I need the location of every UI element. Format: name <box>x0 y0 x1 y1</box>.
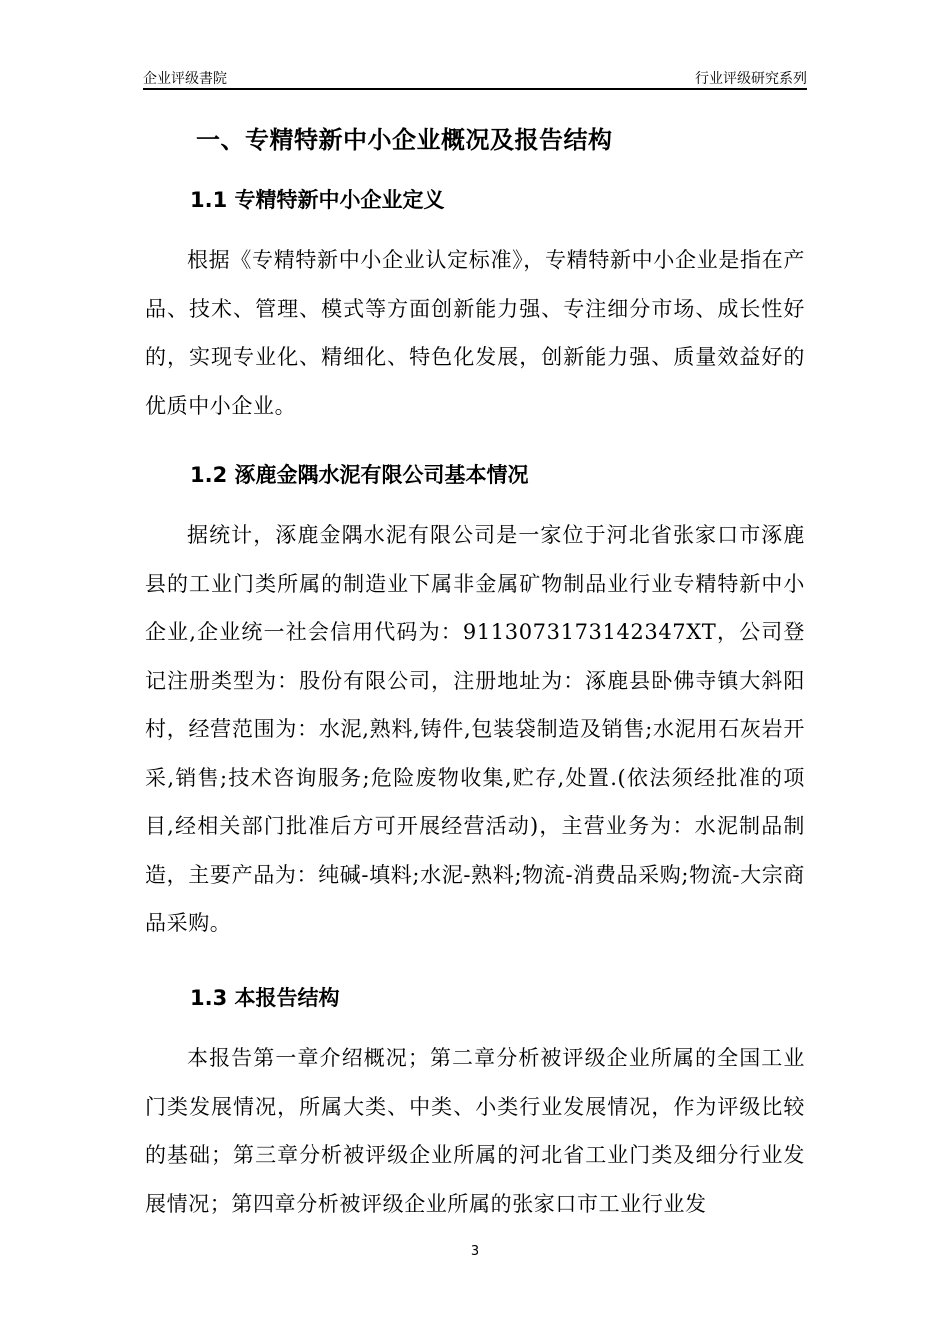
header-left-label: 企业评级書院 <box>143 71 227 87</box>
section-title-1-3: 1.3 本报告结构 <box>190 986 340 1010</box>
section-paragraph-1-3: 本报告第一章介绍概况；第二章分析被评级企业所属的全国工业门类发展情况，所属大类、中类、小类行业发展情况，作为评级比较的基础；第三章分析被评级企业所属的河北省工业门类及细分行业发展情况；第四章分析被评级企业所属的张家口市工业行业发 <box>145 1046 805 1216</box>
section-paragraph-1-1: 根据《专精特新中小企业认定标准》，专精特新中小企业是指在产品、技术、管理、模式等方面创新能力强、专注细分市场、成长性好的，实现专业化、精细化、特色化发展，创新能力强、质量效益好的优质中小企业。 <box>145 248 805 418</box>
header-right-label: 行业评级研究系列 <box>695 71 807 87</box>
section-title-1-2: 1.2 涿鹿金隅水泥有限公司基本情况 <box>190 463 529 487</box>
section-paragraph-1-2: 据统计，涿鹿金隅水泥有限公司是一家位于河北省张家口市涿鹿县的工业门类所属的制造业下属非金属矿物制品业行业专精特新中小企业,企业统一社会信用代码为：9113073173142347XT，公司登记注册类型为：股份有限公司，注册地址为：涿鹿县卧佛寺镇大斜阳村，经营范围为：水泥,熟料,铸件,包装袋制造及销售;水泥用石灰岩开采,销售;技术咨询服务;危险废物收集,贮存,处置.(依法须经批准的项目,经相关部门批准后方可开展经营活动)，主营业务为：水泥制品制造，主要产品为：纯碱-填料;水泥-熟料;物流-消费品采购;物流-大宗商品采购。 <box>145 523 805 935</box>
page-number: 3 <box>470 1244 480 1259</box>
section-title-1-1: 1.1 专精特新中小企业定义 <box>190 188 445 212</box>
page-header <box>143 68 807 90</box>
chapter-title: 一、专精特新中小企业概况及报告结构 <box>196 126 613 154</box>
